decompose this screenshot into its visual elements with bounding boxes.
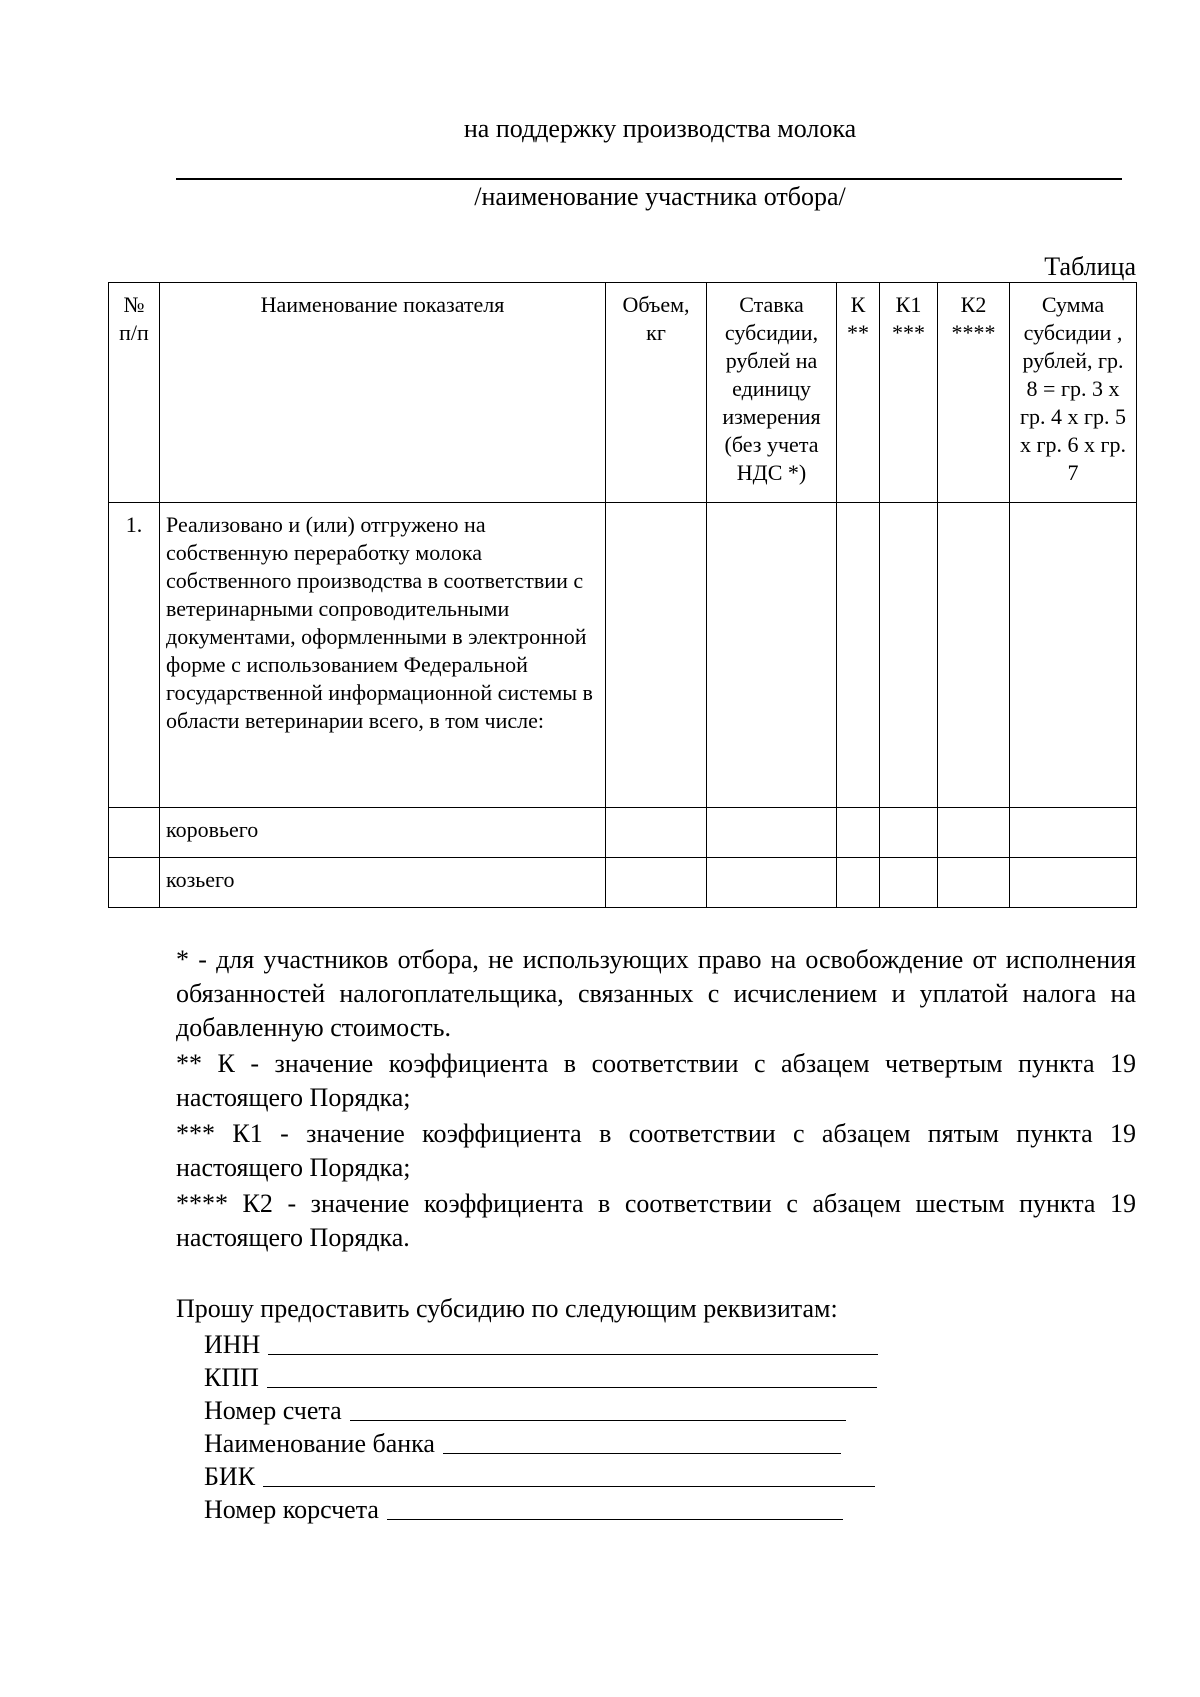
requisite-bik: [204, 1460, 878, 1493]
requisite-account: [204, 1394, 878, 1427]
volume-cell[interactable]: [606, 503, 707, 808]
table-caption: Таблица: [1044, 252, 1136, 281]
footnote-k2: **** К2 - значение коэффициента в соответствии с абзацем шестым пункта 19 настоящего Порядка.: [176, 1189, 1136, 1252]
header-rate: Ставка субсидии, рублей на единицу измерения (без учета НДС *): [707, 283, 837, 503]
participant-name-caption: /наименование участника отбора/: [474, 182, 846, 211]
corr-account-field[interactable]: [387, 1495, 843, 1520]
requisites-title: Прошу предоставить субсидию по следующим реквизитам:: [176, 1294, 838, 1323]
requisite-label: Номер корсчета: [204, 1495, 379, 1524]
requisite-kpp: [204, 1361, 878, 1394]
requisite-corr-account: [204, 1493, 878, 1526]
row-indicator: козьего: [160, 858, 606, 908]
requisites-list: [204, 1328, 878, 1526]
row-number: [109, 808, 160, 858]
k-cell[interactable]: [837, 503, 880, 808]
k1-cell[interactable]: [880, 858, 938, 908]
requisite-label: БИК: [204, 1462, 256, 1491]
sum-cell[interactable]: [1010, 808, 1137, 858]
k-cell[interactable]: [837, 858, 880, 908]
account-number-field[interactable]: [350, 1396, 846, 1421]
footnote-k: ** К - значение коэффициента в соответствии с абзацем четвертым пункта 19 настоящего Порядка;: [176, 1049, 1136, 1112]
table-header-row: [109, 283, 1137, 503]
table-row: [109, 808, 1137, 858]
rate-cell[interactable]: [707, 808, 837, 858]
header-sum: Сумма субсидии , рублей, гр. 8 = гр. 3 х гр. 4 х гр. 5 х гр. 6 х гр. 7: [1010, 283, 1137, 503]
document-title: на поддержку производства молока: [463, 114, 857, 143]
requisite-bank: [204, 1427, 878, 1460]
requisite-label: Наименование банка: [204, 1429, 435, 1458]
row-indicator: коровьего: [160, 808, 606, 858]
kpp-field[interactable]: [267, 1363, 877, 1388]
row-number: [109, 858, 160, 908]
row-number: 1.: [109, 503, 160, 808]
header-indicator: Наименование показателя: [160, 283, 606, 503]
footnotes: [176, 943, 1136, 1255]
k2-cell[interactable]: [938, 808, 1010, 858]
bik-field[interactable]: [263, 1462, 875, 1487]
k2-cell[interactable]: [938, 503, 1010, 808]
bank-name-field[interactable]: [443, 1429, 841, 1454]
k1-cell[interactable]: [880, 808, 938, 858]
k2-cell[interactable]: [938, 858, 1010, 908]
row-indicator: Реализовано и (или) отгружено на собственную переработку молока собственного производства в соответствии с ветеринарными сопроводительными документами, оформленными в электронной форме с использованием Федеральной государственной информационной системы в области ветеринарии всего, в том числе:: [160, 503, 606, 808]
header-k1: К1 ***: [880, 283, 938, 503]
sum-cell[interactable]: [1010, 503, 1137, 808]
header-k2: К2 ****: [938, 283, 1010, 503]
footnote-k1: *** К1 - значение коэффициента в соответствии с абзацем пятым пункта 19 настоящего Порядка;: [176, 1119, 1136, 1182]
subsidy-table: [108, 282, 1137, 908]
k-cell[interactable]: [837, 808, 880, 858]
table-row: [109, 503, 1137, 808]
table-row: [109, 858, 1137, 908]
rate-cell[interactable]: [707, 858, 837, 908]
requisite-inn: [204, 1328, 878, 1361]
inn-field[interactable]: [268, 1330, 878, 1355]
footnote-vat: * - для участников отбора, не использующих право на освобождение от исполнения обязанностей налогоплательщика, связанных с исчислением и уплатой налога на добавленную стоимость.: [176, 945, 1136, 1042]
volume-cell[interactable]: [606, 858, 707, 908]
sum-cell[interactable]: [1010, 858, 1137, 908]
header-volume: Объем, кг: [606, 283, 707, 503]
requisite-label: ИНН: [204, 1330, 261, 1359]
participant-name-line: [176, 178, 1122, 180]
volume-cell[interactable]: [606, 808, 707, 858]
requisite-label: Номер счета: [204, 1396, 342, 1425]
header-k: К **: [837, 283, 880, 503]
k1-cell[interactable]: [880, 503, 938, 808]
header-num: № п/п: [109, 283, 160, 503]
requisite-label: КПП: [204, 1363, 259, 1392]
rate-cell[interactable]: [707, 503, 837, 808]
